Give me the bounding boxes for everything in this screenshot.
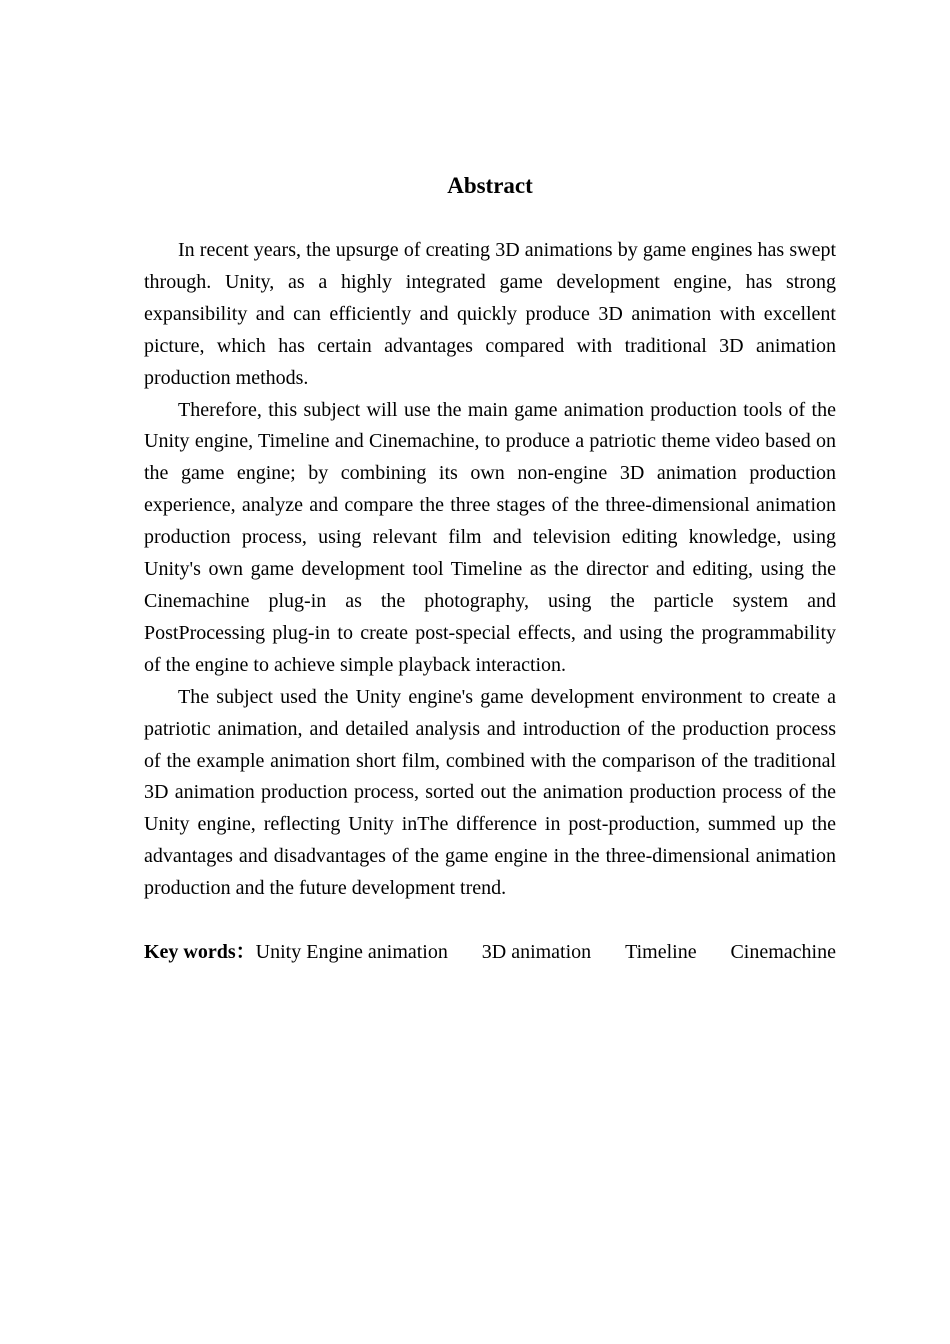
keyword-2: 3D animation — [481, 941, 592, 964]
keyword-1: Unity Engine animation — [255, 941, 448, 964]
keyword-4: Cinemachine — [730, 941, 836, 964]
keywords-label: Key words： — [144, 941, 256, 964]
keywords-line — [144, 937, 836, 969]
abstract-page — [144, 170, 836, 969]
abstract-paragraph-2: Therefore, this subject will use the main game animation production tools of the Unity engine, Timeline and Cinemachine, to produce a patriotic theme video based on the game engine; by combining its own non-engine 3D animation production experience, analyze and compare the three stages of the three-dimensional animation production process, using relevant film and television editing knowledge, using Unity's own game development tool Timeline as the director and editing, using the Cinemachine plug-in as the photography, using the particle system and PostProcessing plug-in to create post-special effects, and using the programmability of the engine to achieve simple playback interaction. — [144, 398, 836, 676]
abstract-paragraph-1: In recent years, the upsurge of creating 3D animations by game engines has swept through. Unity, as a highly integrated game development engine, has strong expansibility and can efficiently and quickly produce 3D animation with excellent picture, which has certain advantages compared with traditional 3D animation production methods. — [144, 239, 836, 389]
abstract-paragraph-3: The subject used the Unity engine's game development environment to create a patriotic animation, and detailed analysis and introduction of the production process of the example animation short film, combined with the comparison of the traditional 3D animation production process, sorted out the animation production process of the Unity engine, reflecting Unity inThe difference in post-production, summed up the advantages and disadvantages of the game engine in the three-dimensional animation production and the future development trend. — [144, 685, 836, 900]
keyword-3: Timeline — [625, 941, 697, 964]
abstract-title: Abstract — [447, 173, 533, 198]
